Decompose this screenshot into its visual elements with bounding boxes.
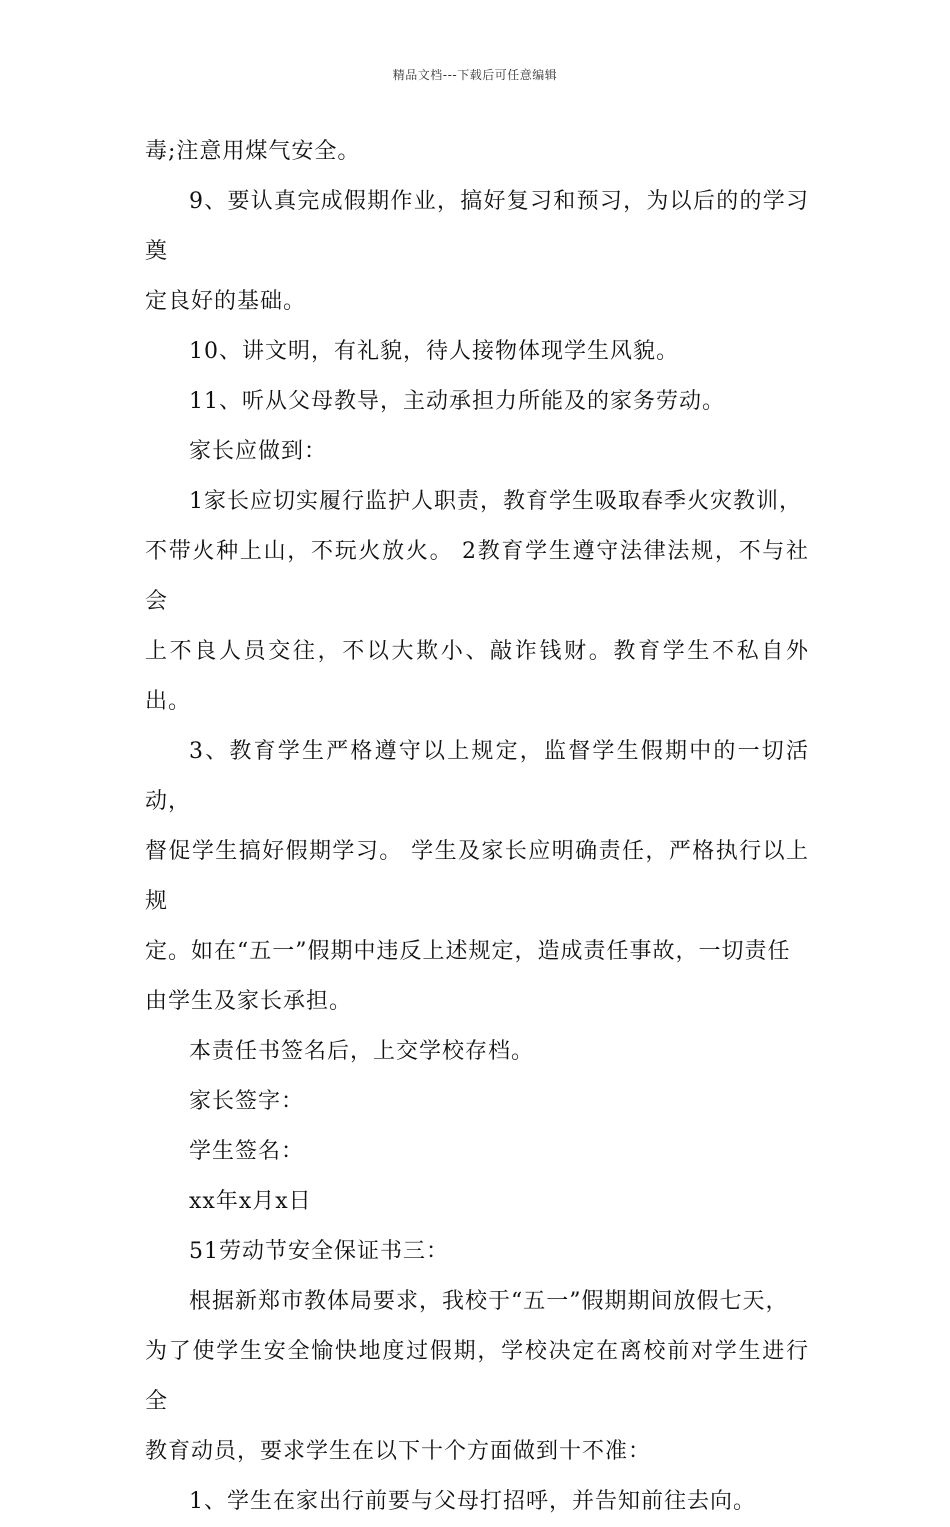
text-line: 定良好的基础。	[145, 289, 307, 314]
paragraph-6	[145, 477, 809, 727]
paragraph-date	[145, 1177, 809, 1227]
paragraph-2	[145, 177, 809, 327]
paragraph-13	[145, 1277, 809, 1477]
text-line: 1家长应切实履行监护人职责，教育学生吸取春季火灾教训，	[189, 489, 802, 514]
text-line: 51劳动节安全保证书三：	[189, 1239, 449, 1264]
paragraph-parent-signature	[145, 1077, 809, 1127]
paragraph-5	[145, 427, 809, 477]
text-line: 3、教育学生严格遵守以上规定，监督学生假期中的一切活动，	[145, 739, 809, 814]
text-line: 家长签字：	[189, 1089, 305, 1114]
text-line: 9、要认真完成假期作业，搞好复习和预习，为以后的的学习奠	[145, 189, 809, 264]
document-body	[145, 127, 809, 1527]
text-line: 学生签名：	[189, 1139, 305, 1164]
paragraph-3	[145, 327, 809, 377]
text-line: 督促学生搞好假期学习。 学生及家长应明确责任，严格执行以上规	[145, 839, 809, 914]
text-line: 不带火种上山，不玩火放火。 2教育学生遵守法律法规，不与社会	[145, 539, 809, 614]
section-heading	[145, 1227, 809, 1277]
text-line: 教育动员，要求学生在以下十个方面做到十不准：	[145, 1439, 652, 1464]
text-line: 为了使学生安全愉快地度过假期，学校决定在离校前对学生进行全	[145, 1339, 809, 1414]
text-line: 11、听从父母教导，主动承担力所能及的家务劳动。	[189, 389, 725, 414]
text-line: 上不良人员交往，不以大欺小、敲诈钱财。教育学生不私自外出。	[145, 639, 809, 714]
text-line: 定。如在“五一”假期中违反上述规定，造成责任事故，一切责任	[145, 939, 791, 964]
paragraph-student-signature	[145, 1127, 809, 1177]
text-line: 本责任书签名后，上交学校存档。	[189, 1039, 535, 1064]
text-line: 毒;注意用煤气安全。	[145, 139, 361, 164]
text-line: xx年x月x日	[189, 1189, 312, 1214]
paragraph-14	[145, 1477, 809, 1527]
text-line: 10、讲文明，有礼貌，待人接物体现学生风貌。	[189, 339, 679, 364]
text-line: 根据新郑市教体局要求，我校于“五一”假期期间放假七天，	[189, 1289, 789, 1314]
paragraph-8	[145, 1027, 809, 1077]
paragraph-1	[145, 127, 809, 177]
page-header: 精品文档---下载后可任意编辑	[392, 68, 558, 82]
text-line: 1、学生在家出行前要与父母打招呼，并告知前往去向。	[189, 1489, 756, 1514]
paragraph-4	[145, 377, 809, 427]
text-line: 家长应做到：	[189, 439, 328, 464]
text-line: 由学生及家长承担。	[145, 989, 353, 1014]
paragraph-7	[145, 727, 809, 1027]
